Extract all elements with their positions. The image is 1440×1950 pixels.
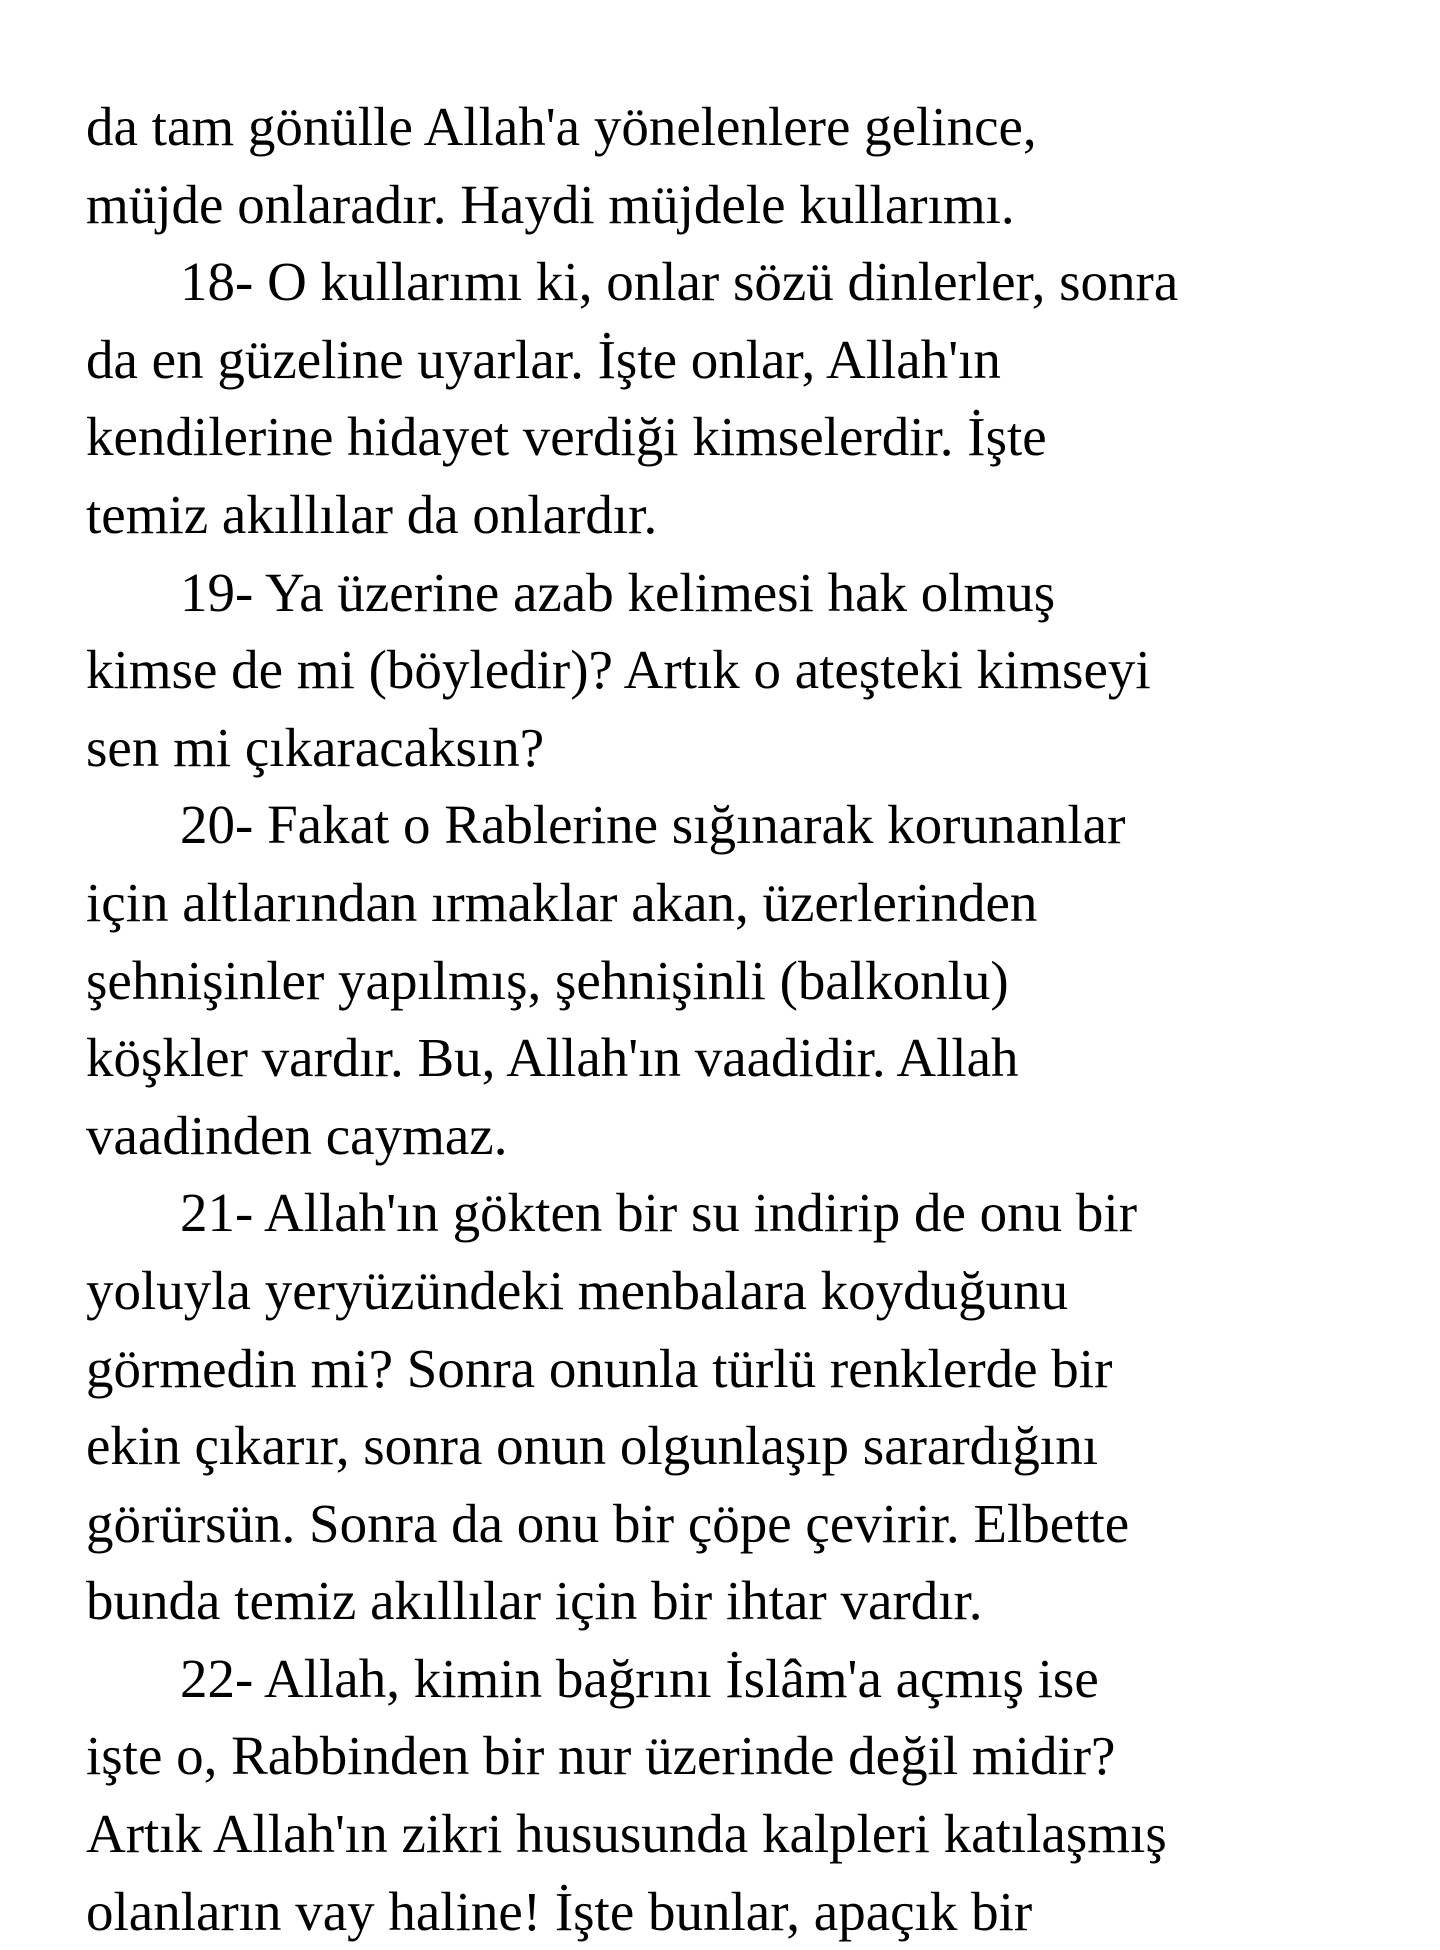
text-line: yoluyla yeryüzündeki menbalara koyduğunu [86, 1259, 1069, 1321]
text-line: vaadinden caymaz. [86, 1104, 508, 1166]
document-page [86, 88, 1416, 1950]
text-line: kendilerine hidayet verdiği kimselerdir. İşte [86, 406, 1047, 468]
text-line: olanların vay haline! İşte bunlar, apaçık bir [86, 1880, 1033, 1942]
text-line: kimse de mi (böyledir)? Artık o ateşteki kimseyi [86, 639, 1151, 701]
text-line: görmedin mi? Sonra onunla türlü renklerde bir [86, 1337, 1113, 1399]
text-line: müjde onlaradır. Haydi müjdele kullarımı. [86, 173, 1015, 235]
verse-20 [86, 786, 1416, 1174]
text-line: sen mi çıkaracaksın? [86, 716, 545, 778]
text-line: Artık Allah'ın zikri hususunda kalpleri katılaşmış [86, 1803, 1167, 1865]
text-line: işte o, Rabbinden bir nur üzerinde değil midir? [86, 1725, 1116, 1787]
verse-19 [86, 554, 1416, 787]
verse-first-line: 20- Fakat o Rablerine sığınarak korunanlar [180, 794, 1126, 856]
verse-first-line: 22- Allah, kimin bağrını İslâm'a açmış ise [180, 1647, 1099, 1709]
text-line: şehnişinler yapılmış, şehnişinli (balkonlu) [86, 949, 1009, 1011]
text-line: ekin çıkarır, sonra onun olgunlaşıp sarardığını [86, 1415, 1098, 1477]
verse-first-line: 19- Ya üzerine azab kelimesi hak olmuş [180, 561, 1056, 623]
verse-first-line: 18- O kullarımı ki, onlar sözü dinlerler, sonra [180, 251, 1179, 313]
verse-21 [86, 1174, 1416, 1640]
text-line: için altlarından ırmaklar akan, üzerlerinden [86, 871, 1038, 933]
text-line: temiz akıllılar da onlardır. [86, 483, 658, 545]
text-line: da tam gönülle Allah'a yönelenlere gelince, [86, 96, 1037, 157]
text-line: da en güzeline uyarlar. İşte onlar, Allah'ın [86, 328, 1001, 390]
verse-22 [86, 1640, 1416, 1950]
verse-18 [86, 243, 1416, 553]
text-line: görürsün. Sonra da onu bir çöpe çevirir. Elbette [86, 1492, 1130, 1554]
paragraph-continuation [86, 88, 1416, 243]
text-line: bunda temiz akıllılar için bir ihtar vardır. [86, 1570, 983, 1632]
text-line: köşkler vardır. Bu, Allah'ın vaadidir. Allah [86, 1027, 1019, 1089]
verse-first-line: 21- Allah'ın gökten bir su indirip de onu bir [180, 1182, 1138, 1244]
